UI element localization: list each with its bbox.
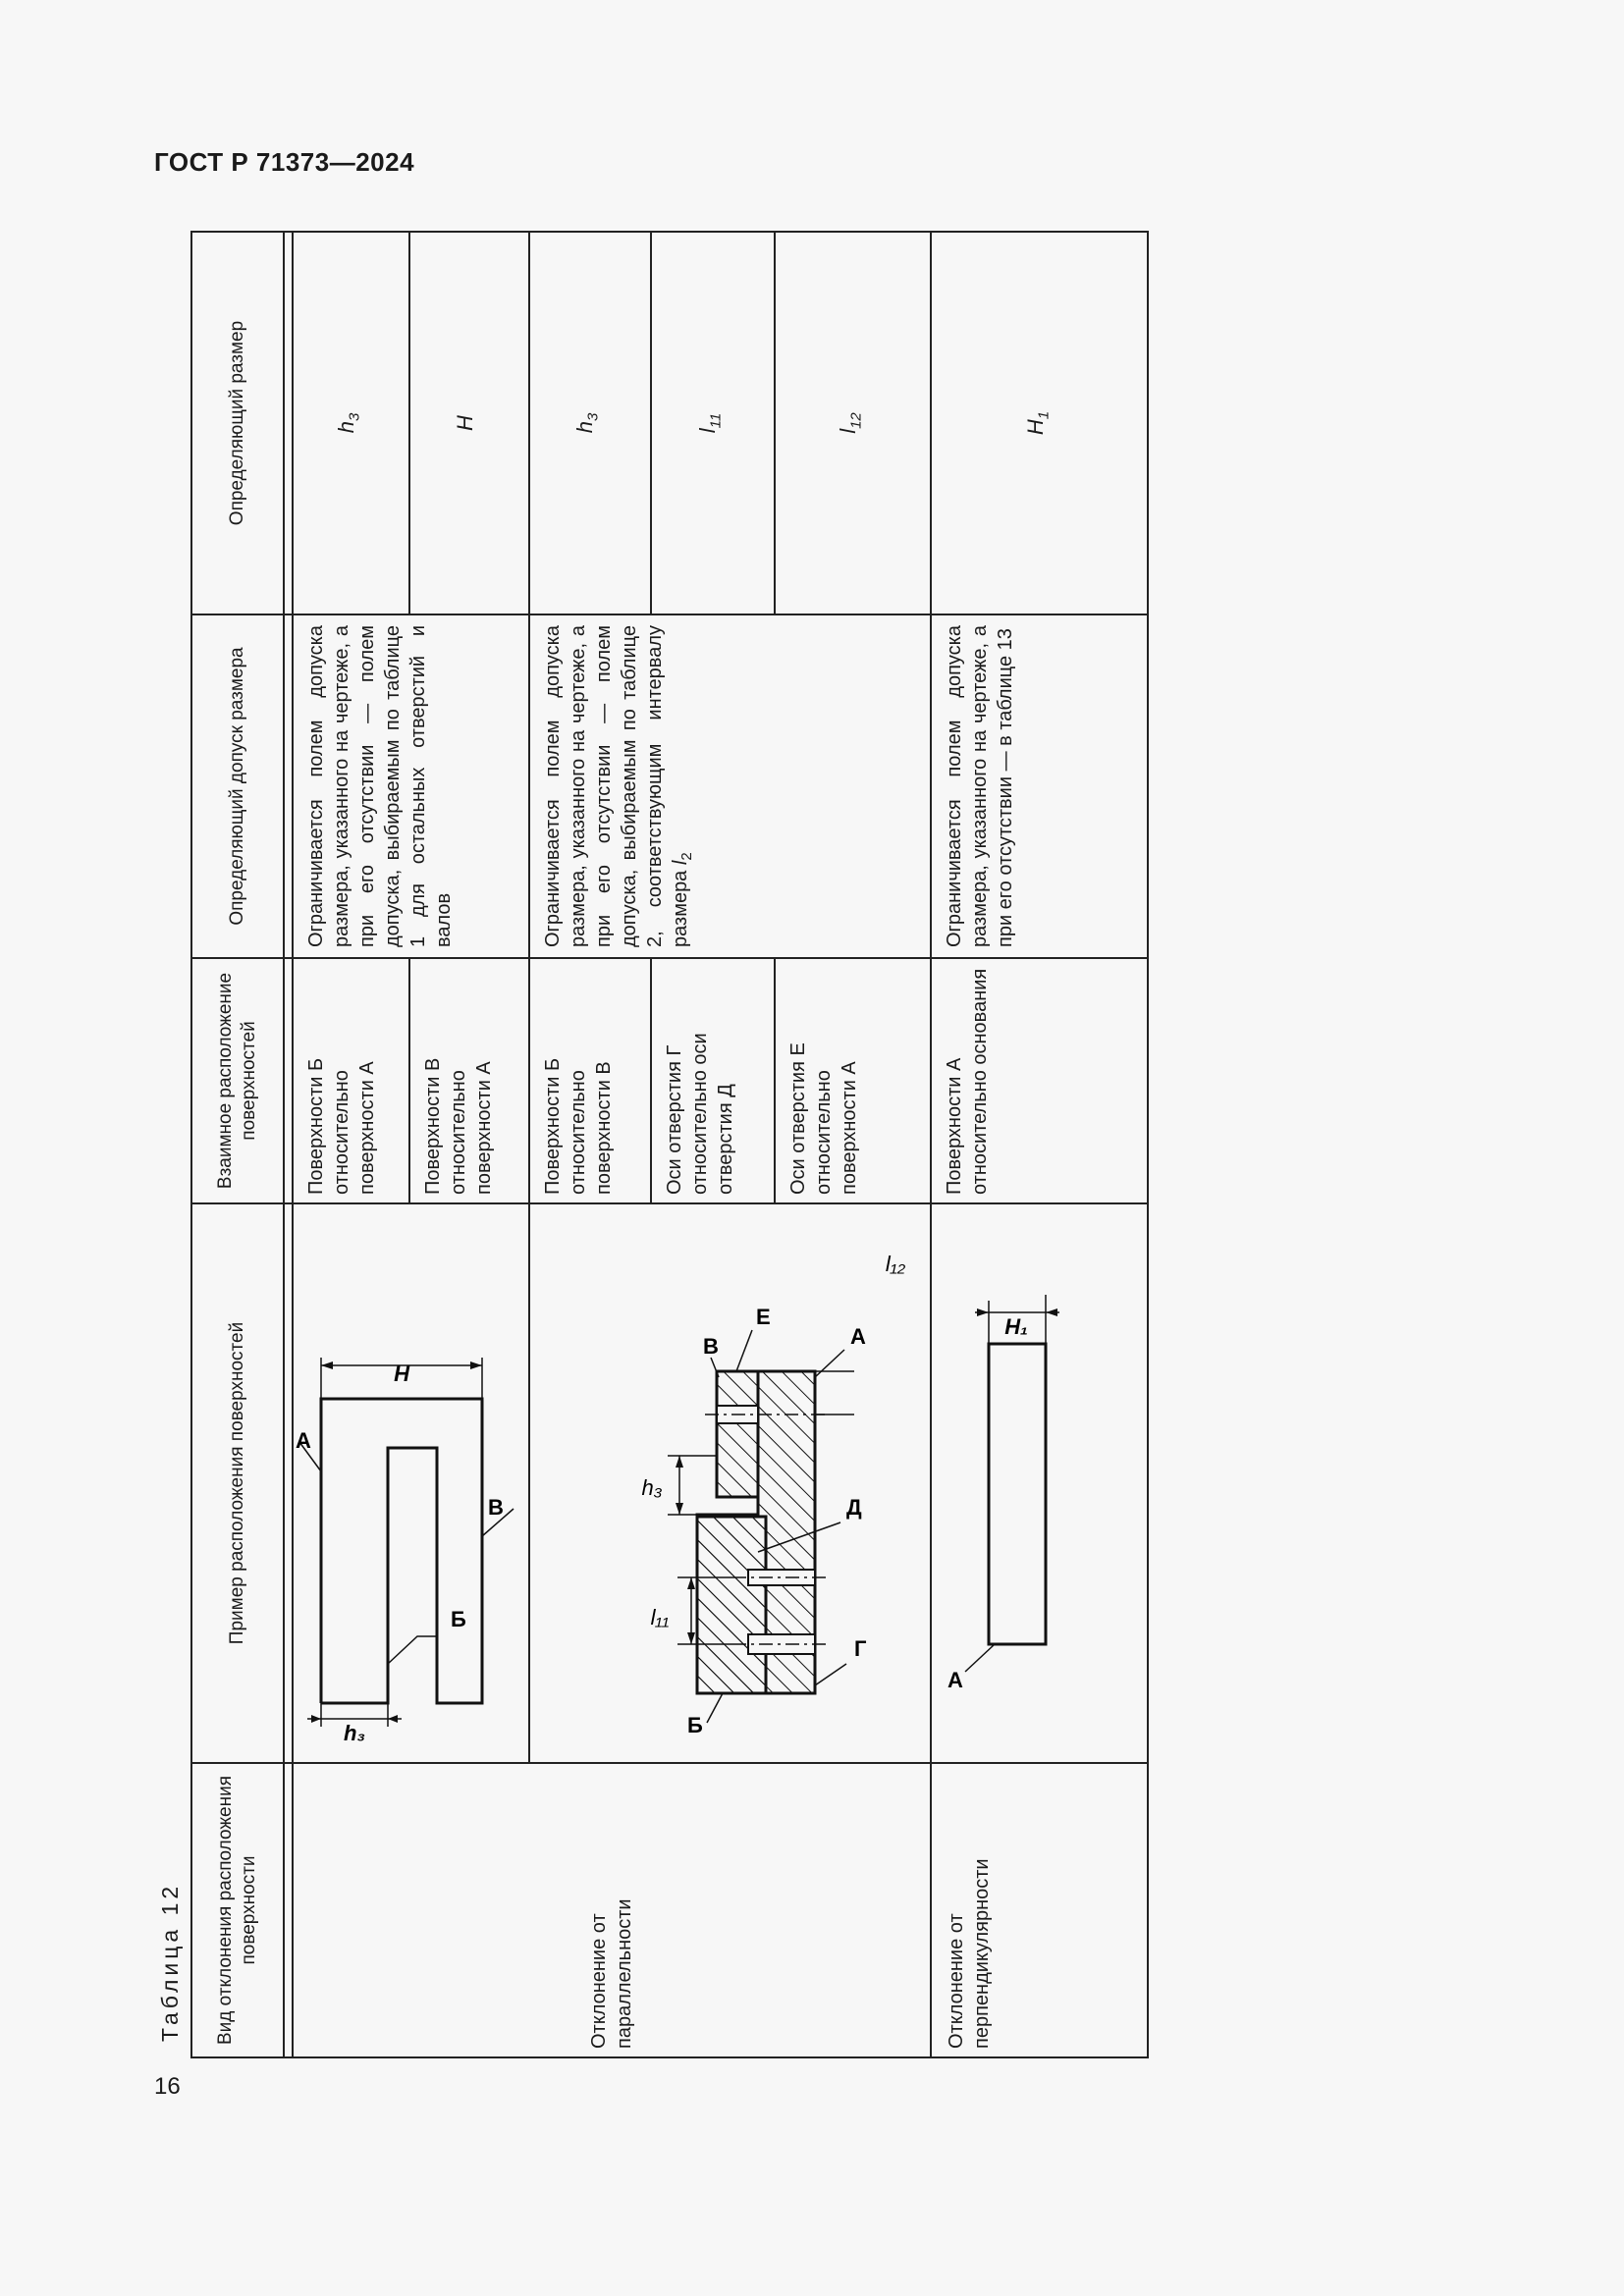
tolerance-parallel-2: Ограничивается полем допуска размера, указанного на чертеже, а при его отсутствии — полем допуска, выбираемым по таблице 2, соответствующим интервалу размера $l_2$ <box>529 614 932 958</box>
deviation-type-parallel: Отклонение от параллельности <box>293 1763 931 2057</box>
tolerance-parallel-1: Ограничивается полем допуска размера, указанного на чертеже, а при его отсутствии — полем допуска, выбираемым по таблице 1 для остальных отверстий и валов <box>293 614 529 958</box>
dimension-parallel-5: $l_{12}$ <box>775 232 932 614</box>
fig2-label-h3: h₃ <box>641 1475 663 1500</box>
col-header-type: Вид отклонения расположения поверхности <box>191 1763 284 2057</box>
col-header-tolerance: Определяющий допуск размера <box>191 614 284 958</box>
fig2-label-l12: l₁₂ <box>885 1252 905 1276</box>
fig3-label-A: А <box>947 1668 964 1692</box>
table-row <box>293 232 409 2057</box>
col-header-example: Пример расположения поверхностей <box>191 1203 284 1763</box>
page-number: 16 <box>154 2073 181 2100</box>
header-gap-row <box>284 232 293 2057</box>
fig1-label-h3: h₃ <box>344 1721 365 1745</box>
deviation-type-perpendicular: Отклонение от перпендикулярности <box>931 1763 1148 2057</box>
figure-2-cell <box>529 1203 932 1763</box>
tolerance-perpendicular-1: Ограничивается полем допуска размера, указанного на чертеже, а при его отсутствии — в таблице 13 <box>931 614 1148 958</box>
figure-2-diagram <box>530 1206 905 1762</box>
figure-3-diagram <box>932 1206 1118 1762</box>
page-header: ГОСТ Р 71373—2024 <box>154 147 415 177</box>
dimension-parallel-4: $l_{11}$ <box>651 232 775 614</box>
col-header-dimension: Определяющий размер <box>191 232 284 614</box>
table-row <box>931 232 1148 2057</box>
fig3-label-H1: H₁ <box>1004 1314 1029 1339</box>
fig2-label-G: Г <box>853 1636 867 1661</box>
surfaces-parallel-3: Поверхности Б относительно поверхности В <box>529 958 651 1203</box>
fig2-label-B: Б <box>686 1713 703 1737</box>
col-header-surfaces: Взаимное расположение поверхностей <box>191 958 284 1203</box>
figure-3-cell <box>931 1203 1148 1763</box>
table-caption: Таблица 12 <box>157 1882 183 2042</box>
fig1-label-B: Б <box>451 1607 466 1631</box>
surfaces-perpendicular-1: Поверхности А относительно основания <box>931 958 1148 1203</box>
dimension-perpendicular-1: $H_1$ <box>931 232 1148 614</box>
deviation-table <box>190 231 1149 2058</box>
surfaces-parallel-5: Оси отверстия Е относительно поверхности А <box>775 958 932 1203</box>
fig1-label-V: В <box>488 1495 504 1520</box>
table-12 <box>190 233 1149 2058</box>
fig1-label-A: А <box>296 1428 311 1453</box>
surfaces-parallel-4: Оси отверстия Г относительно оси отверстия Д <box>651 958 775 1203</box>
fig2-label-l11: l₁₁ <box>650 1605 670 1629</box>
dimension-parallel-2: H <box>409 232 529 614</box>
dimension-parallel-1: $h_3$ <box>293 232 409 614</box>
surfaces-parallel-2: Поверхности В относительно поверхности А <box>409 958 529 1203</box>
fig2-label-E: Е <box>755 1305 771 1329</box>
dimension-parallel-3: $h_3$ <box>529 232 651 614</box>
figure-1-diagram <box>294 1206 502 1762</box>
fig2-label-V: В <box>702 1334 719 1359</box>
figure-1-cell <box>293 1203 529 1763</box>
fig2-label-D: Д <box>845 1495 862 1520</box>
table-header-row <box>191 232 284 2057</box>
surfaces-parallel-1: Поверхности Б относительно поверхности А <box>293 958 409 1203</box>
fig2-label-A: А <box>849 1324 866 1349</box>
fig1-label-H: H <box>394 1362 409 1386</box>
